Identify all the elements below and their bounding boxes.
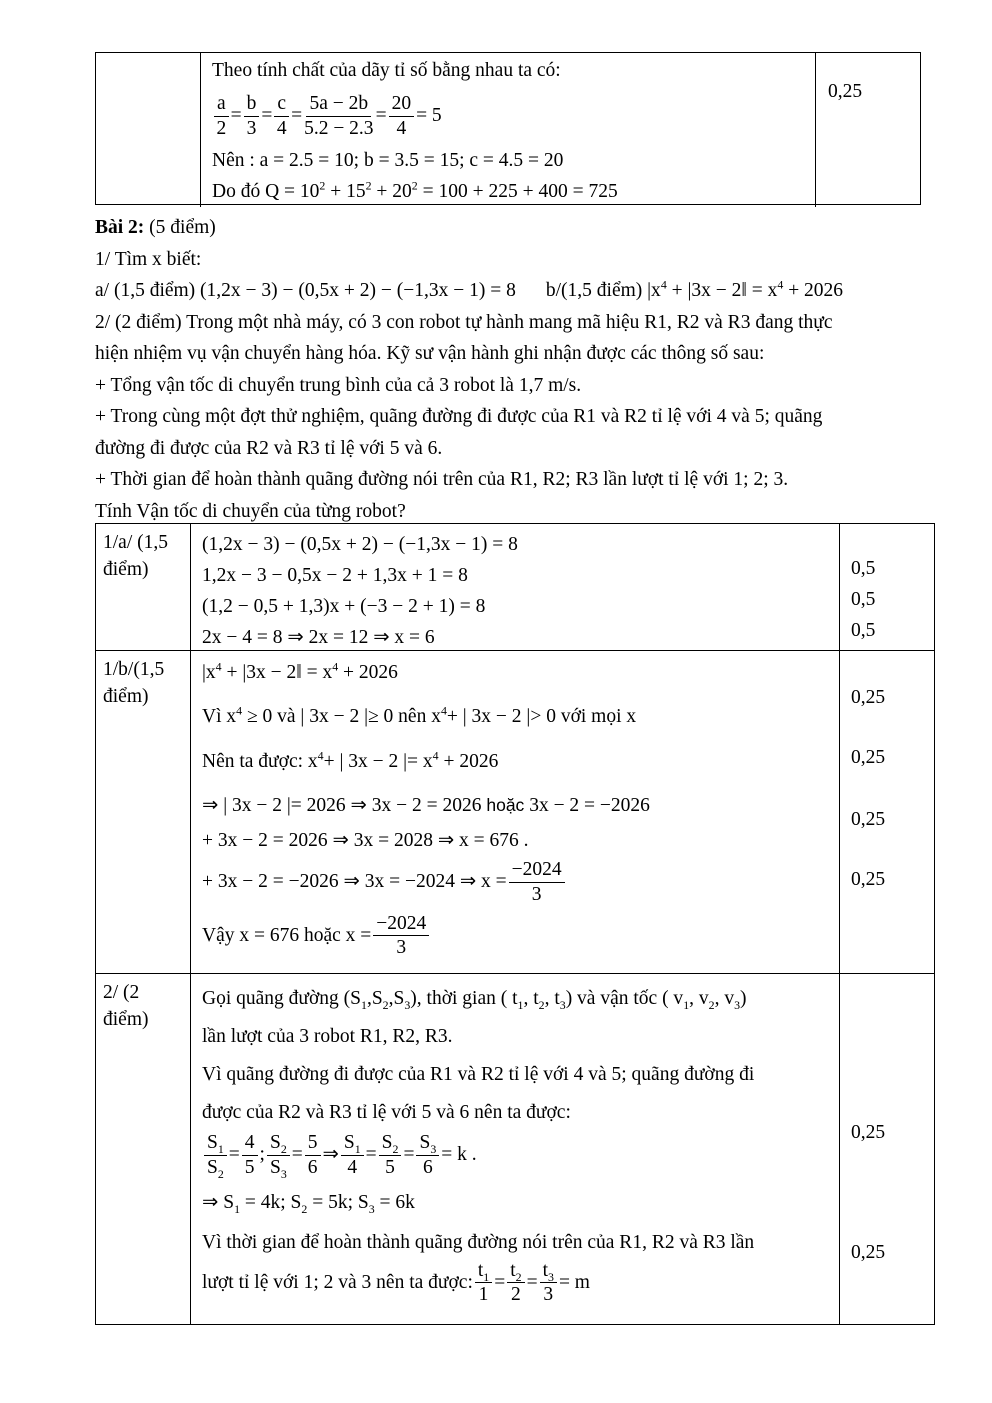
- find-x-line: 1/ Tìm x biết:: [95, 248, 202, 270]
- solution-line: 2x − 4 = 8 ⇒ 2x = 12 ⇒ x = 6: [202, 627, 435, 648]
- solution-line: lần lượt của 3 robot R1, R2, R3.: [202, 1026, 453, 1047]
- score-cell: [840, 974, 934, 1324]
- solution-cell: [191, 651, 840, 973]
- row-label-cell: [96, 974, 191, 1324]
- solution-cell: [191, 524, 840, 650]
- solution-line: Vì thời gian để hoàn thành quãng đường nói trên của R1, R2 và R3 lần: [202, 1231, 755, 1253]
- solution-line: Vì $x^4 \ge 0$ và | 3x − 2 |≥ 0 nên $x^4+$ | 3x − 2 |> 0 với mọi x: [202, 703, 637, 727]
- solution-line: (1,2x − 3) − (0,5x + 2) − (−1,3x − 1) = 8: [202, 534, 518, 555]
- score-value: 0,5: [851, 558, 876, 579]
- solution-line: ⇒ | 3x − 2 |= 2026 ⇒ 3x − 2 = 2026 hoặc 3x − 2 = −2026: [202, 795, 650, 816]
- question-line: Tính Vận tốc di chuyển của từng robot?: [95, 500, 406, 522]
- solution-line: Gọi quãng đường $(S_1,S_2,S_3)$, thời gian ( $t_1$, $t_2$, $t_3$) và vận tốc ( $v_1$, $v_2$, $v_3$): [202, 988, 747, 1012]
- solution-line: lượt tỉ lệ với 1; 2 và 3 nên ta được: $\frac{t_1}{1}$ = $\frac{t_2}{2}$ = $\frac{t_3}{3}$ = m: [202, 1259, 590, 1306]
- bullet-line: + Thời gian để hoàn thành quãng đường nói trên của R1, R2; R3 lần lượt tỉ lệ với 1; 2; 3.: [95, 469, 789, 490]
- solution-equation-fractions: $\frac{a}{2}$ = $\frac{b}{3}$ = $\frac{c}{4}$ = $\frac{5a - 2b}{5.2 - 2.3}$ = $\frac{20}{4}$ = 5: [212, 90, 807, 142]
- criteria-row-2: [96, 973, 934, 1324]
- scoring-table-main: [95, 523, 935, 1325]
- solution-cell: [191, 974, 840, 1324]
- bullet-line: đường đi được của R2 và R3 tỉ lệ với 5 và 6.: [95, 437, 443, 459]
- score-value: 0,25: [851, 747, 886, 768]
- row-label-cell: [96, 524, 191, 650]
- problem2-text-line: hiện nhiệm vụ vận chuyển hàng hóa. Kỹ sư vận hành ghi nhận được các thông số sau:: [95, 343, 765, 364]
- score-value: 0,25: [851, 1122, 886, 1143]
- problem-statement: [95, 212, 940, 527]
- solution-line: ⇒ $S_1 = 4k$; $S_2 = 5k$; $S_3 = 6k$: [202, 1191, 415, 1216]
- section-heading-rest: (5 điểm): [144, 217, 216, 238]
- solution-line: Vì quãng đường đi được của R1 và R2 tỉ lệ với 4 và 5; quãng đường đi: [202, 1064, 755, 1085]
- row-label-line: điểm): [103, 559, 149, 580]
- score-value: 0,25: [851, 1242, 886, 1263]
- score-value: 0,25: [851, 809, 886, 830]
- row-label-line: 1/a/ (1,5: [103, 532, 168, 553]
- solution-line: (1,2 − 0,5 + 1,3)x + (−3 − 2 + 1) = 8: [202, 596, 486, 617]
- solution-line: 1,2x − 3 − 0,5x − 2 + 1,3x + 1 = 8: [202, 565, 468, 586]
- row-label-cell: [96, 651, 191, 973]
- criteria-row-1a: [96, 524, 934, 650]
- row-label-line: 1/b/(1,5: [103, 659, 165, 680]
- part-b-equation: b/(1,5 điểm) $|x^4 + |3x$ − 2‖ = $x^4 + 2026$: [545, 277, 844, 301]
- row-label-line: 2/ (2: [103, 982, 140, 1003]
- criteria-row-1b: [96, 650, 934, 973]
- section-heading-bold: Bài 2:: [95, 217, 145, 238]
- score-cell: [816, 53, 920, 207]
- top-table-empty-cell: [96, 53, 201, 207]
- score-value: 0,5: [851, 589, 876, 610]
- row-label-line: điểm): [103, 1009, 149, 1030]
- solution-line: + 3x − 2 = −2026 ⇒ 3x = −2024 ⇒ x = $\frac{-2024}{3}$: [202, 859, 833, 906]
- top-table-solution-cell: [201, 53, 816, 207]
- problem2-text-line: 2/ (2 điểm) Trong một nhà máy, có 3 con robot tự hành mang mã hiệu R1, R2 và R3 đang thực: [95, 311, 833, 333]
- part-a-equation: a/ (1,5 điểm) (1,2x − 3) − (0,5x + 2) − (−1,3x − 1) = 8: [95, 280, 516, 301]
- solution-line: Do đó $Q = 10^2 + 15^2 + 20^2 = 100 + 225 + 400 = 725$: [212, 178, 618, 202]
- solution-line: $|x^4 + |3x$ − 2‖ = $x^4 + 2026$: [202, 659, 398, 683]
- score-value: 0,5: [851, 620, 876, 641]
- scoring-table-top: [95, 52, 921, 205]
- solution-line: Vậy x = 676 hoặc x = $\frac{-2024}{3}$: [202, 913, 833, 960]
- solution-line: $\frac{S_1}{S_2}$ = $\frac{4}{5}$ ; $\frac{S_2}{S_3}$ = $\frac{5}{6}$ ⇒ $\frac{S_1}{4}$ = $\frac{S_2}{5}$ = $\frac{S_3}{6}$ = k .: [202, 1132, 833, 1179]
- solution-line: được của R2 và R3 tỉ lệ với 5 và 6 nên ta được:: [202, 1102, 571, 1123]
- score-cell: [840, 651, 934, 973]
- row-label-line: điểm): [103, 686, 149, 707]
- score-value: 0,25: [851, 869, 886, 890]
- bullet-line: + Tổng vận tốc di chuyển trung bình của cả 3 robot là 1,7 m/s.: [95, 374, 582, 396]
- solution-line: Theo tính chất của dãy tỉ số bằng nhau ta có:: [212, 60, 561, 81]
- bullet-line: + Trong cùng một đợt thử nghiệm, quãng đường đi được của R1 và R2 tỉ lệ với 4 và 5; quãng: [95, 406, 823, 427]
- solution-line: Nên ta được: $x^4+$ | 3x − 2 |= $x^4 + 2026$: [202, 748, 499, 772]
- section-heading: [95, 212, 940, 244]
- solution-line: Nên : a = 2.5 = 10; b = 3.5 = 15; c = 4.5 = 20: [212, 150, 564, 171]
- score-value: 0,25: [828, 81, 863, 102]
- solution-line: + 3x − 2 = 2026 ⇒ 3x = 2028 ⇒ x = 676 .: [202, 830, 529, 851]
- score-cell: [840, 524, 934, 650]
- problem-equations-line: [95, 275, 940, 307]
- score-value: 0,25: [851, 687, 886, 708]
